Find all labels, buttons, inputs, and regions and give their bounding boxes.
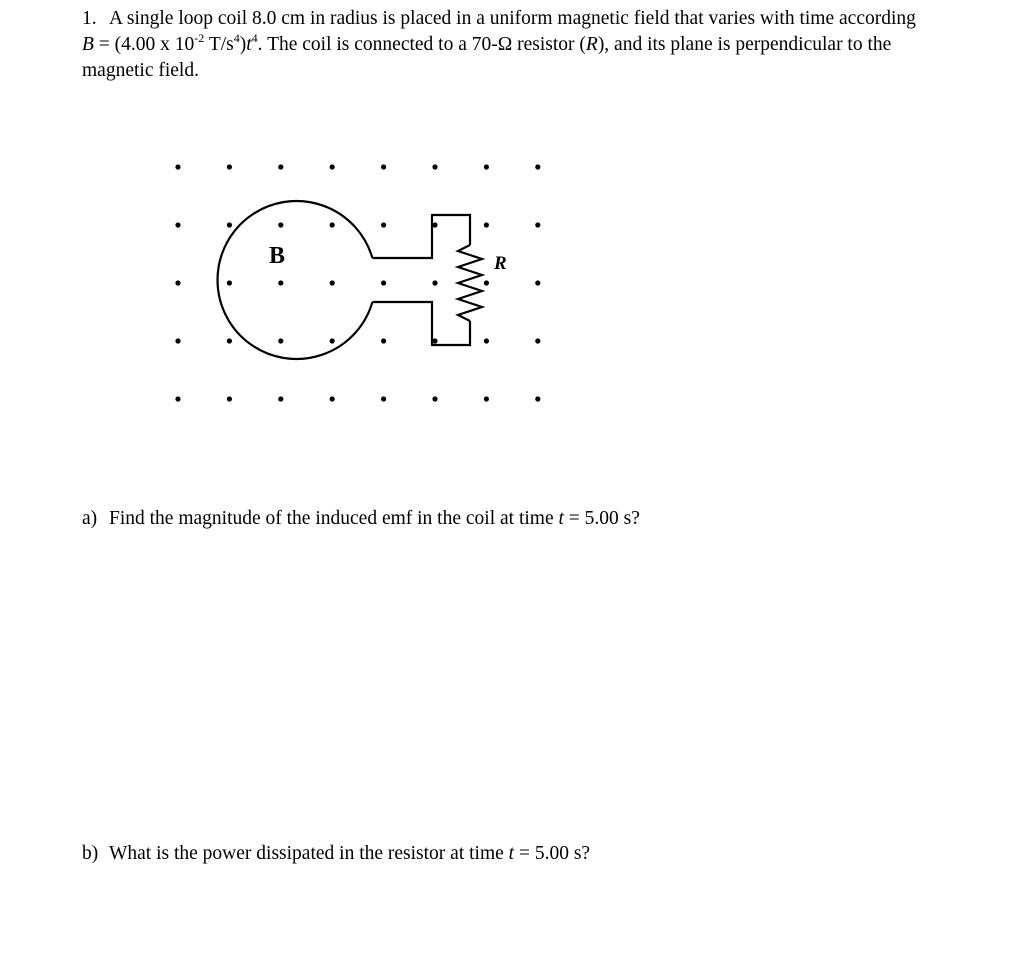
coil-lower-lead (372, 302, 470, 345)
equation-unit: T/s (204, 34, 234, 55)
field-dot (535, 280, 540, 285)
field-dot (278, 164, 283, 169)
equation-open: = (4.00 x 10 (93, 34, 195, 55)
field-dot (227, 164, 232, 169)
question-b-text-end: = 5.00 s? (514, 843, 591, 864)
field-dot (330, 280, 335, 285)
resistor-var-R: R (585, 34, 598, 55)
resistor-zigzag (458, 245, 482, 321)
field-dot (484, 164, 489, 169)
field-dot (381, 396, 386, 401)
field-dot (535, 338, 540, 343)
field-dot (227, 222, 232, 227)
field-dot (330, 222, 335, 227)
field-dot (432, 164, 437, 169)
field-dot (330, 396, 335, 401)
problem-line-2 (82, 32, 982, 58)
problem-line2-end: ), and its plane is perpendicular to the (597, 34, 892, 55)
question-a-var-t: t (558, 508, 564, 529)
field-dot (535, 164, 540, 169)
field-dot (227, 338, 232, 343)
field-dot (484, 222, 489, 227)
field-dot (484, 338, 489, 343)
field-dot (381, 164, 386, 169)
field-dot (278, 396, 283, 401)
field-dot (175, 338, 180, 343)
equation-close: ) (239, 34, 247, 55)
equation-var-t: t (246, 34, 252, 55)
circuit-diagram (160, 145, 560, 415)
problem-statement (82, 6, 982, 84)
field-dot (381, 280, 386, 285)
field-dot (432, 396, 437, 401)
field-dot (330, 338, 335, 343)
field-dot (330, 164, 335, 169)
question-b (82, 841, 590, 867)
field-dot (175, 396, 180, 401)
field-dot (381, 222, 386, 227)
equation-exponent-neg2: -2 (194, 30, 205, 45)
circuit-svg (160, 145, 560, 415)
field-label-B: B (268, 243, 286, 269)
field-dot (484, 396, 489, 401)
field-dot-grid (175, 164, 540, 401)
problem-line-1 (82, 6, 982, 32)
question-a-label: a) (82, 508, 98, 529)
equation-exponent-4b: 4 (251, 30, 258, 45)
question-b-text: What is the power dissipated in the resistor at time (109, 843, 509, 864)
field-dot (175, 164, 180, 169)
field-dot (432, 280, 437, 285)
coil-upper-lead (372, 215, 470, 258)
problem-line1-text: A single loop coil 8.0 cm in radius is placed in a uniform magnetic field that varies with time according (109, 8, 916, 29)
field-dot (535, 222, 540, 227)
equation-exponent-4a: 4 (233, 30, 240, 45)
field-dot (227, 396, 232, 401)
field-dot (535, 396, 540, 401)
field-dot (484, 280, 489, 285)
field-dot (278, 280, 283, 285)
resistor-label-R: R (494, 253, 507, 274)
coil-loop (218, 201, 373, 359)
question-b-var-t: t (508, 843, 515, 864)
question-a-text-end: = 5.00 s? (563, 508, 640, 529)
field-dot (432, 222, 437, 227)
problem-line2-text: . The coil is connected to a 70-Ω resistor ( (257, 34, 586, 55)
field-dot (432, 338, 437, 343)
field-dot (381, 338, 386, 343)
field-dot (278, 338, 283, 343)
question-a (82, 506, 640, 532)
problem-number: 1. (82, 8, 97, 29)
problem-line3-text: magnetic field. (82, 60, 199, 81)
field-dot (175, 222, 180, 227)
question-b-label: b) (82, 843, 99, 864)
field-dot (227, 280, 232, 285)
problem-line-3 (82, 58, 982, 84)
field-dot (175, 280, 180, 285)
field-dot (278, 222, 283, 227)
equation-var-B: B (82, 34, 94, 55)
question-a-text: Find the magnitude of the induced emf in the coil at time (109, 508, 559, 529)
